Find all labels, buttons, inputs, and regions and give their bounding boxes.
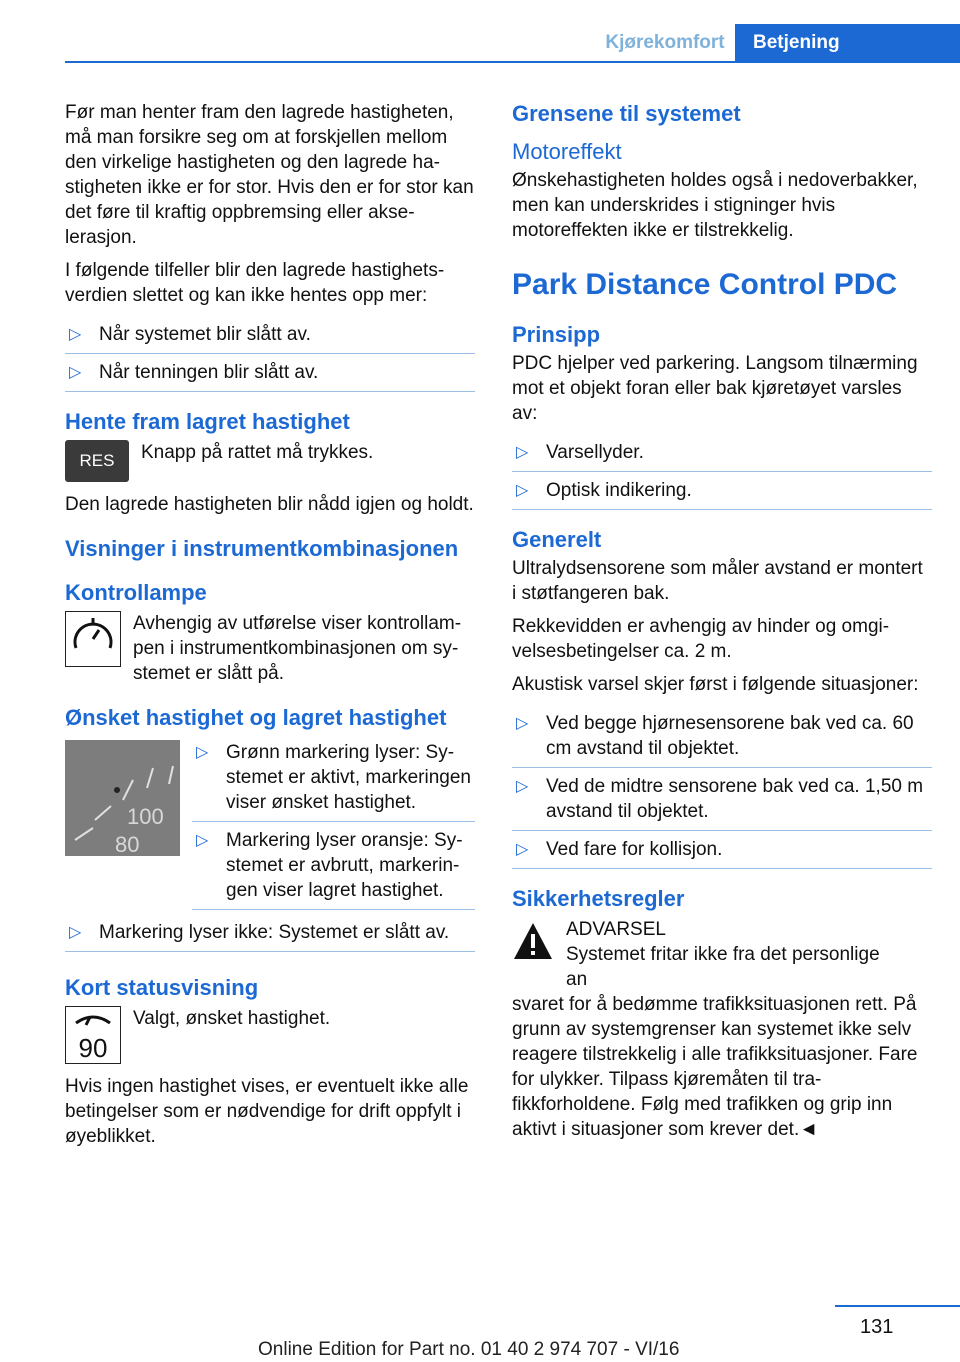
triangle-bullet-icon: ▷	[516, 444, 529, 461]
page-number: 131	[860, 1316, 894, 1338]
triangle-bullet-icon: ▷	[516, 715, 529, 732]
triangle-bullet-icon: ▷	[196, 744, 209, 761]
list-item: ▷ Optisk indikering.	[512, 472, 932, 510]
acoustic-list	[512, 705, 932, 869]
heading-generelt: Generelt	[512, 527, 602, 552]
heading-hente: Hente fram lagret hastighet	[65, 409, 350, 434]
triangle-bullet-icon: ▷	[69, 326, 82, 343]
warning-text: svaret for å bedømme trafikksituasjonen rett. På grunn av systemgrenser kan systemet ikke selv reagere tilstrekkelig i alle trafikksituasjoner. Fare for ulykker. Tilpass kjøremåten til trafikkforholdene. Følg med trafikken og grip inn aktivt i situasjoner som krever det.◄	[512, 994, 918, 1140]
paragraph-gen3: Akustisk varsel skjer først i følgende situasjoner:	[512, 674, 919, 695]
triangle-bullet-icon: ▷	[516, 778, 529, 795]
res-row	[65, 440, 475, 482]
triangle-bullet-icon: ▷	[516, 482, 529, 499]
list-item: ▷ Ved fare for kollisjon.	[512, 831, 932, 869]
heading-visninger: Visninger i instrumentkombinasjonen	[65, 536, 459, 561]
gauge-label-100: 100	[127, 804, 164, 829]
right-column	[512, 100, 932, 1150]
list-item: ▷ Grønn markering lyser: Systemet er aktivt, markeringen viser ønsket hastighet.	[192, 740, 475, 822]
gauge-list	[192, 740, 475, 910]
header-section-betjening[interactable]: Betjening	[735, 24, 960, 62]
cases-list	[65, 316, 475, 392]
warning-types-list	[512, 434, 932, 510]
list-item: ▷ Når tenningen blir slått av.	[65, 354, 475, 392]
heading-onsket: Ønsket hastighet og lagret hastighet	[65, 705, 447, 730]
heading-sikkerhet: Sikkerhetsregler	[512, 886, 685, 911]
header-rule	[65, 61, 960, 63]
heading-kort: Kort statusvisning	[65, 975, 259, 1000]
list-item: ▷ Ved de midtre sensorene bak ved ca. 1,50 m avstand til objektet.	[512, 768, 932, 831]
warning-head	[566, 917, 906, 992]
warning-title: ADVARSEL	[566, 919, 666, 940]
speed-value: 90	[78, 1033, 108, 1063]
paragraph-reached: Den lagrede hastigheten blir nådd igjen og holdt.	[65, 494, 474, 515]
speedometer-gauge-image	[65, 740, 180, 856]
paragraph-prinsipp: PDC hjelper ved parkering. Langsom tilnærming mot et objekt foran eller bak kjøretøyet varsles av:	[512, 353, 918, 424]
heading-motoreffekt: Motoreffekt	[512, 139, 622, 164]
online-edition-note: Online Edition for Part no. 01 40 2 974 707 - VI/16	[258, 1339, 680, 1360]
triangle-bullet-icon: ▷	[69, 364, 82, 381]
res-button-icon: RES	[65, 440, 129, 482]
list-item: ▷ Markering lyser oransje: Systemet er avbrutt, markeringen viser lagret hastighet.	[192, 822, 475, 910]
triangle-bullet-icon: ▷	[69, 924, 82, 941]
list-item: ▷ Ved begge hjørnesensorene bak ved ca. 60 cm avstand til objektet.	[512, 705, 932, 768]
res-text: Knapp på rattet må trykkes.	[141, 442, 374, 463]
speed-limit-indicator-icon	[65, 1006, 121, 1064]
paragraph-intro: Før man henter fram den lagrede hastigheten, må man forsikre seg om at forskjellen mellom den virkelige hastigheten og den lagrede hastigheten ikke er for stor. Hvis den er for stor kan det føre til kraftig oppbremsing eller akselerasjon.	[65, 102, 474, 248]
list-item: ▷ Når systemet blir slått av.	[65, 316, 475, 354]
heading-prinsipp: Prinsipp	[512, 322, 601, 347]
paragraph-gen1: Ultralydsensorene som måler avstand er montert i støtfangeren bak.	[512, 558, 923, 604]
list-item: ▷ Varsellyder.	[512, 434, 932, 472]
kort-row	[65, 1006, 475, 1064]
heading-grensene: Grensene til systemet	[512, 101, 741, 126]
left-column	[65, 100, 475, 1157]
gauge-row	[65, 740, 475, 914]
gauge-list-cont	[65, 914, 475, 952]
kort-text: Valgt, ønsket hastighet.	[133, 1008, 331, 1029]
warning-row	[512, 917, 932, 992]
header-section-kjorekomfort[interactable]: Kjørekomfort	[595, 24, 735, 62]
footer-rule	[835, 1305, 960, 1307]
list-item: ▷ Markering lyser ikke: Systemet er slått av.	[65, 914, 475, 952]
warning-triangle-icon	[512, 921, 554, 961]
triangle-bullet-icon: ▷	[516, 841, 529, 858]
paragraph-cases: I følgende tilfeller blir den lagrede hastighetsverdien slettet og kan ikke hentes opp mer:	[65, 260, 445, 306]
triangle-bullet-icon: ▷	[196, 832, 209, 849]
page-header	[595, 24, 960, 62]
speedometer-indicator-icon	[65, 611, 121, 667]
paragraph-no-speed: Hvis ingen hastighet vises, er eventuelt ikke alle betingelser som er nødvendige for drift oppfylt i øyeblikket.	[65, 1076, 469, 1147]
kontrollampe-text: Avhengig av utførelse viser kontrollampen i instrumentkombinasjonen om systemet er slått på.	[133, 613, 462, 684]
kontrollampe-row	[65, 611, 475, 686]
warning-first-line: Systemet fritar ikke fra det personlige an	[566, 944, 880, 990]
paragraph-motor: Ønskehastigheten holdes også i nedoverbakker, men kan underskrides i stigninger hvis motoreffekten ikke er tilstrekkelig.	[512, 170, 918, 241]
heading-kontrollampe: Kontrollampe	[65, 580, 207, 605]
paragraph-gen2: Rekkevidden er avhengig av hinder og omgivelsesbetingelser ca. 2 m.	[512, 616, 890, 662]
heading-pdc: Park Distance Control PDC	[512, 268, 898, 301]
gauge-label-80: 80	[115, 832, 140, 856]
